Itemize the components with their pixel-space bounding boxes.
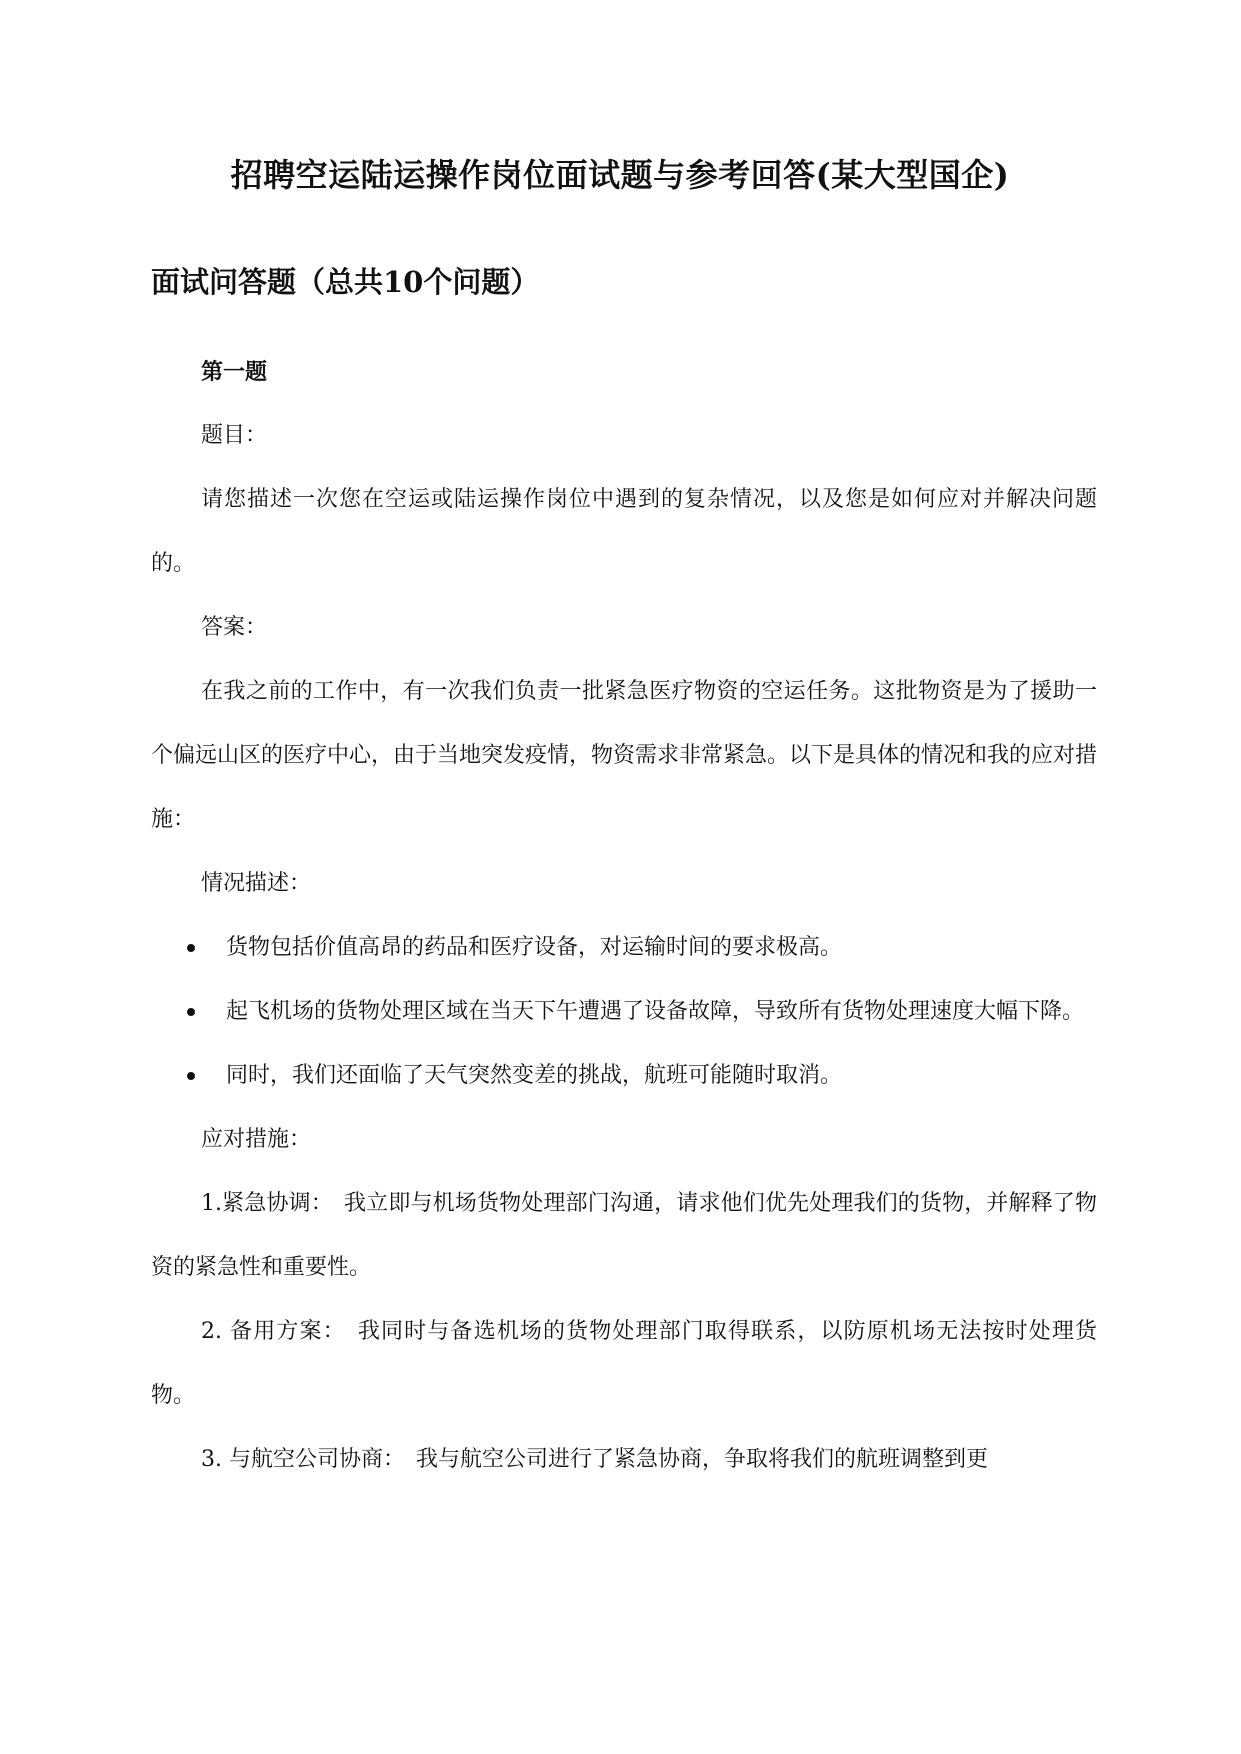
bullet-icon [187, 944, 195, 952]
question-label: 题目： [201, 423, 268, 448]
section-heading: 面试问答题（总共10个问题） [151, 265, 540, 299]
question-heading: 第一题 [201, 359, 268, 385]
measure-item: 3. 与航空公司协商： 我与航空公司进行了紧急协商，争取将我们的航班调整到更 [201, 1447, 988, 1472]
situation-item-text: 同时，我们还面临了天气突然变差的挑战，航班可能随时取消。 [226, 1063, 843, 1088]
situation-item-text: 起飞机场的货物处理区域在当天下午遭遇了设备故障，导致所有货物处理速度大幅下降。 [226, 999, 1085, 1024]
question-text: 请您描述一次您在空运或陆运操作岗位中遇到的复杂情况，以及您是如何应对并解决问题的。 [151, 487, 1097, 576]
list-item [151, 1044, 1097, 1108]
answer-label: 答案： [201, 615, 268, 640]
situation-item-text: 货物包括价值高昂的药品和医疗设备，对运输时间的要求极高。 [226, 935, 843, 960]
bullet-icon [187, 1008, 195, 1016]
answer-intro: 在我之前的工作中，有一次我们负责一批紧急医疗物资的空运任务。这批物资是为了援助一个偏远山区的医疗中心，由于当地突发疫情，物资需求非常紧急。以下是具体的情况和我的应对措施： [151, 679, 1098, 832]
measure-item: 2. 备用方案： 我同时与备选机场的货物处理部门取得联系，以防原机场无法按时处理货物。 [151, 1319, 1097, 1408]
situation-list [151, 916, 1097, 1108]
list-item [151, 980, 1097, 1044]
bullet-icon [187, 1072, 195, 1080]
measures-label: 应对措施： [201, 1127, 312, 1152]
measure-item: 1.紧急协调： 我立即与机场货物处理部门沟通，请求他们优先处理我们的货物，并解释了物资的紧急性和重要性。 [151, 1191, 1097, 1280]
document-title: 招聘空运陆运操作岗位面试题与参考回答(某大型国企) [230, 156, 1010, 194]
list-item [151, 916, 1097, 980]
situation-label: 情况描述： [201, 871, 312, 896]
document-body [151, 340, 1097, 1492]
